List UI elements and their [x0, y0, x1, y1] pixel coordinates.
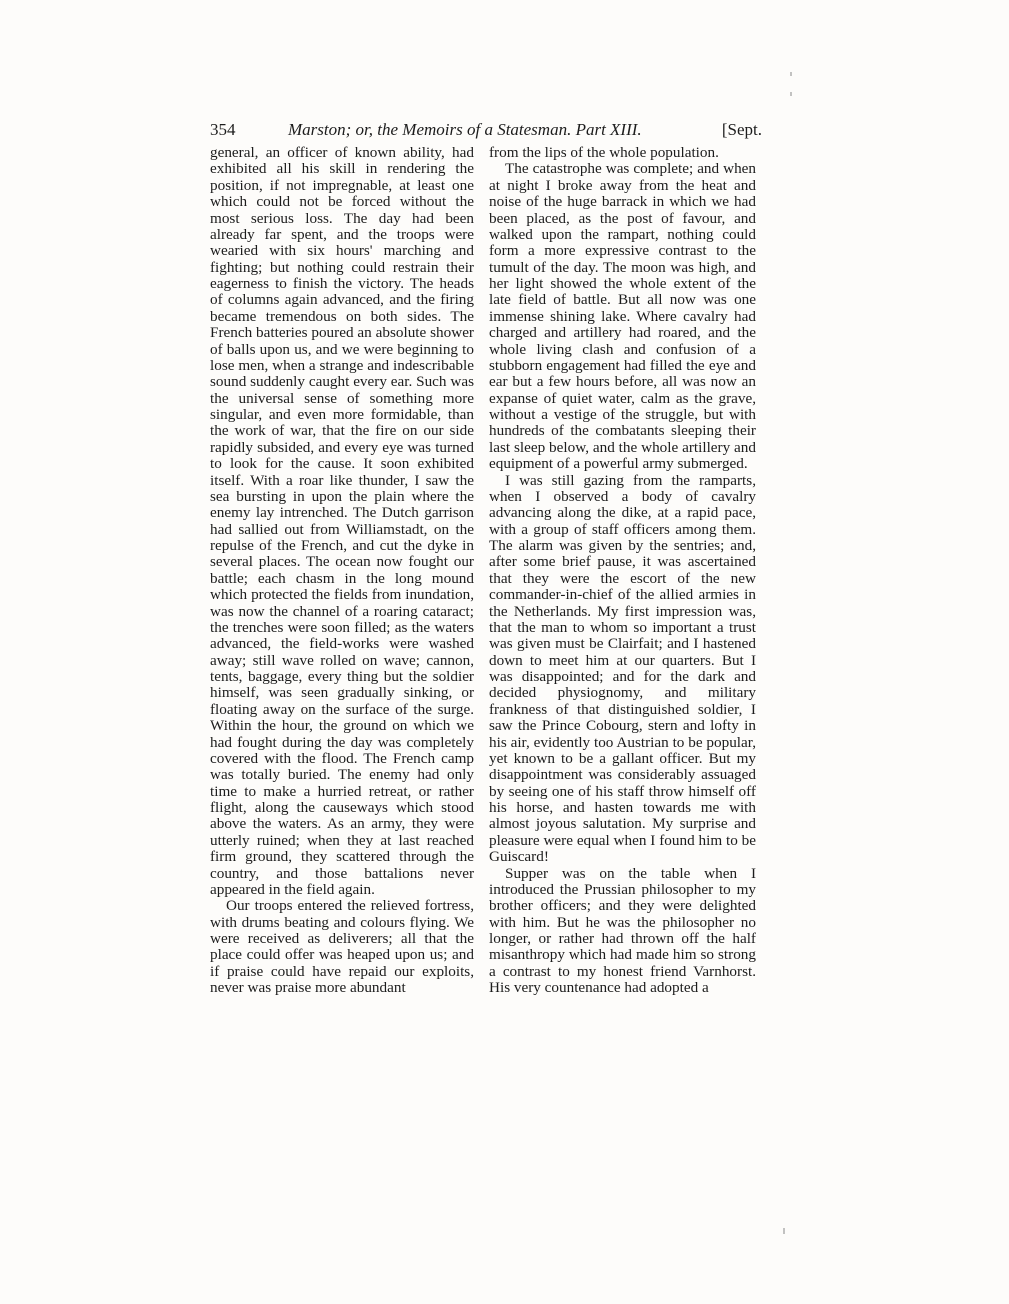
right-paragraph-2: The catastrophe was complete; and when at night I broke away from the heat and noise of the huge barrack in which we had been placed, as the post of favour, and walked upon the rampart, nothing could form a more expressive contrast to the tumult of the day. The moon was high, and her light showed the whole extent of the late field of battle. But all now was one immense shining lake. Where cavalry had charged and artillery had roared, and the whole living clash and confusion of a stubborn engagement had filled the eye and ear but a few hours before, all was now an expanse of quiet water, calm as the grave, without a vestige of the struggle, but with hundreds of the combatants sleeping their last sleep below, and the whole artillery and equipment of a powerful army submerged. [489, 160, 756, 473]
page-number: 354 [210, 120, 236, 139]
right-column [489, 145, 756, 997]
left-column [210, 145, 474, 997]
running-title: Marston; or, the Memoirs of a Statesman. Part XIII. [288, 120, 642, 139]
left-paragraph-2: Our troops entered the relieved fortress, with drums beating and colours flying. We were received as deliverers; all that the place could offer was heaped upon us; and if praise could have repaid our exploits, never was praise more abundant [210, 897, 474, 997]
scan-speck [790, 92, 792, 96]
scan-speck [790, 72, 792, 76]
running-month: [Sept. [721, 120, 762, 139]
left-paragraph-1: general, an officer of known ability, had exhibited all his skill in rendering the position, if not impregnable, at least one which could not be forced without the most serious loss. The day had been already far spent, and the troops were wearied with six hours' marching and fighting; but nothing could restrain their eagerness to finish the victory. The heads of columns again advanced, and the firing became tremendous on both sides. The French batteries poured an absolute shower of balls upon us, and we were beginning to lose men, when a strange and indescribable sound suddenly caught every ear. Such was the universal sense of something more singular, and even more formidable, than the work of war, that the fire on our side rapidly subsided, and every eye was turned to look for the cause. It soon exhibited itself. With a roar like thunder, I saw the sea bursting in upon the plain where the enemy lay intrenched. The Dutch garrison had sallied out from Williamstadt, on the repulse of the French, and cut the dyke in several places. The ocean now fought our battle; each chasm in the long mound which protected the fields from inundation, was now the channel of a roaring cataract; the trenches were soon filled; as the waters advanced, the field-works were washed away; still wave rolled on wave; cannon, tents, baggage, every thing but the soldier himself, was seen gradually sinking, or floating away on the surface of the surge. Within the hour, the ground on which we had fought during the day was completely covered with the flood. The French camp was totally buried. The enemy had only time to make a hurried retreat, or rather flight, along the causeways which stood above the waters. As an army, they were utterly ruined; when they at last reached firm ground, they scattered through the country, and those battalions never appeared in the field again. [210, 144, 474, 898]
right-paragraph-3: I was still gazing from the ramparts, when I observed a body of cavalry advancing along the dike, at a rapid pace, with a group of staff officers among them. The alarm was given by the sentries; and, after some brief pause, it was ascertained that they were the escort of the new commander-in-chief of the allied armies in the Netherlands. My first impression was, that the man to whom so important a trust was given must be Clairfait; and I hastened down to meet him at our quarters. But I was disappointed; and for the dark and decided physiognomy, and military frankness of that distinguished soldier, I saw the Prince Cobourg, stern and lofty in his air, evidently too Austrian to be popular, yet known to be a gallant officer. But my disappointment was considerably assuaged by seeing one of his staff throw himself off his horse, and hasten towards me with almost joyous salutation. My surprise and pleasure were equal when I found him to be Guiscard! [489, 471, 756, 866]
running-head [210, 118, 762, 142]
right-paragraph-4: Supper was on the table when I introduced the Prussian philosopher to my brother officers; and they were delighted with him. But he was the philosopher no longer, or rather had thrown off the half misanthropy which had made him so strong a contrast to my honest friend Varnhorst. His very countenance had adopted a [489, 864, 756, 997]
scan-speck [783, 1228, 785, 1234]
right-paragraph-1: from the lips of the whole population. [489, 144, 719, 161]
